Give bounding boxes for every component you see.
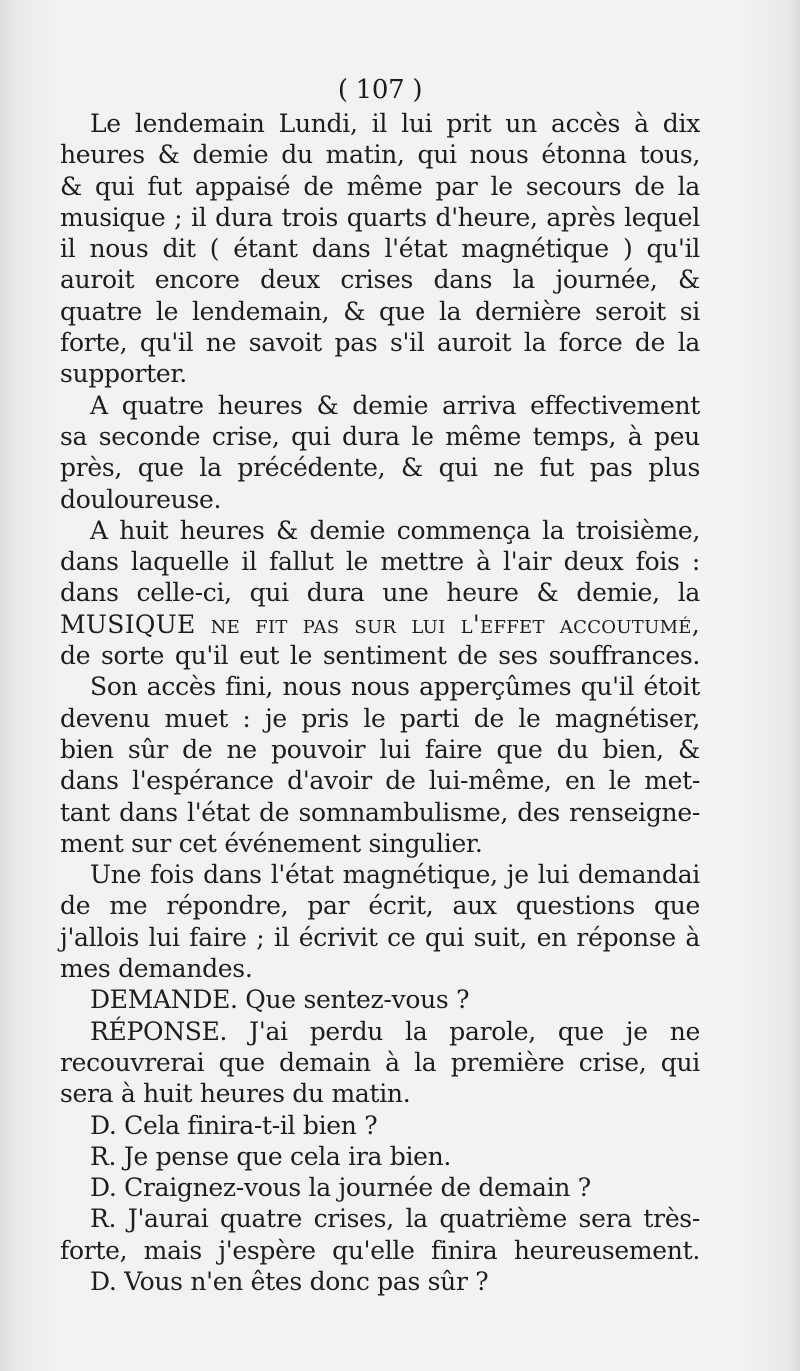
text-line: MUSIQUE ne fit pas sur lui l'effet accoutumé, xyxy=(60,609,700,639)
text-line: supporter. xyxy=(60,359,187,389)
text-line: bien sûr de ne pouvoir lui faire que du bien, & xyxy=(60,734,700,764)
text-line: musique ; il dura trois quarts d'heure, après lequel xyxy=(60,202,700,232)
text-line: sa seconde crise, qui dura le même temps, à peu xyxy=(60,421,700,451)
text-line: forte, mais j'espère qu'elle finira heureusement. xyxy=(60,1235,700,1265)
text-line: de sorte qu'il eut le sentiment de ses souffrances. xyxy=(60,641,700,671)
text-line: dans celle-ci, qui dura une heure & demie, la xyxy=(60,578,700,608)
page-text xyxy=(60,72,700,1297)
text-line: & qui fut appaisé de même par le secours de la xyxy=(60,171,700,201)
dialogue-line: D. Vous n'en êtes donc pas sûr ? xyxy=(90,1266,489,1296)
text-line: forte, qu'il ne savoit pas s'il auroit la force de la xyxy=(60,328,700,358)
text-line: Une fois dans l'état magnétique, je lui demandai xyxy=(90,860,700,890)
dialogue-line: DEMANDE. Que sentez-vous ? xyxy=(90,985,470,1015)
text-line: j'allois lui faire ; il écrivit ce qui suit, en réponse à xyxy=(60,922,700,952)
text-line: recouvrerai que demain à la première crise, qui xyxy=(60,1047,700,1077)
text-line: heures & demie du matin, qui nous étonna tous, xyxy=(60,140,700,170)
text-line: devenu muet : je pris le parti de le magnétiser, xyxy=(60,703,700,733)
dialogue-line: R. Je pense que cela ira bien. xyxy=(90,1141,452,1171)
text-line: Le lendemain Lundi, il lui prit un accès à dix xyxy=(90,109,700,138)
text-line: douloureuse. xyxy=(60,484,222,514)
dialogue-line: D. Cela finira-t-il bien ? xyxy=(90,1110,378,1140)
text-line: auroit encore deux crises dans la journée, & xyxy=(60,265,700,295)
page-number: ( 107 ) xyxy=(337,75,423,105)
dialogue-line: D. Craignez-vous la journée de demain ? xyxy=(90,1173,591,1203)
text-line: sera à huit heures du matin. xyxy=(60,1079,411,1109)
text-line: de me répondre, par écrit, aux questions que xyxy=(60,891,700,921)
text-line: A huit heures & demie commença la troisième, xyxy=(90,515,700,545)
text-line: dans l'espérance d'avoir de lui-même, en le met- xyxy=(60,766,700,796)
text-line: tant dans l'état de somnambulisme, des renseigne- xyxy=(60,797,700,827)
text-line: ment sur cet événement singulier. xyxy=(60,828,483,858)
text-line: Son accès fini, nous nous apperçûmes qu'il étoit xyxy=(90,672,700,702)
text-line: A quatre heures & demie arriva effectivement xyxy=(90,390,700,420)
dialogue-line: RÉPONSE. J'ai perdu la parole, que je ne xyxy=(90,1016,700,1046)
text-line: quatre le lendemain, & que la dernière seroit si xyxy=(60,296,700,326)
text-line: dans laquelle il fallut le mettre à l'air deux fois : xyxy=(60,547,700,577)
dialogue-line: R. J'aurai quatre crises, la quatrième sera très- xyxy=(90,1204,700,1234)
text-line: il nous dit ( étant dans l'état magnétique ) qu'il xyxy=(60,234,700,264)
text-line: mes demandes. xyxy=(60,954,253,984)
text-line: près, que la précédente, & qui ne fut pas plus xyxy=(60,453,700,483)
